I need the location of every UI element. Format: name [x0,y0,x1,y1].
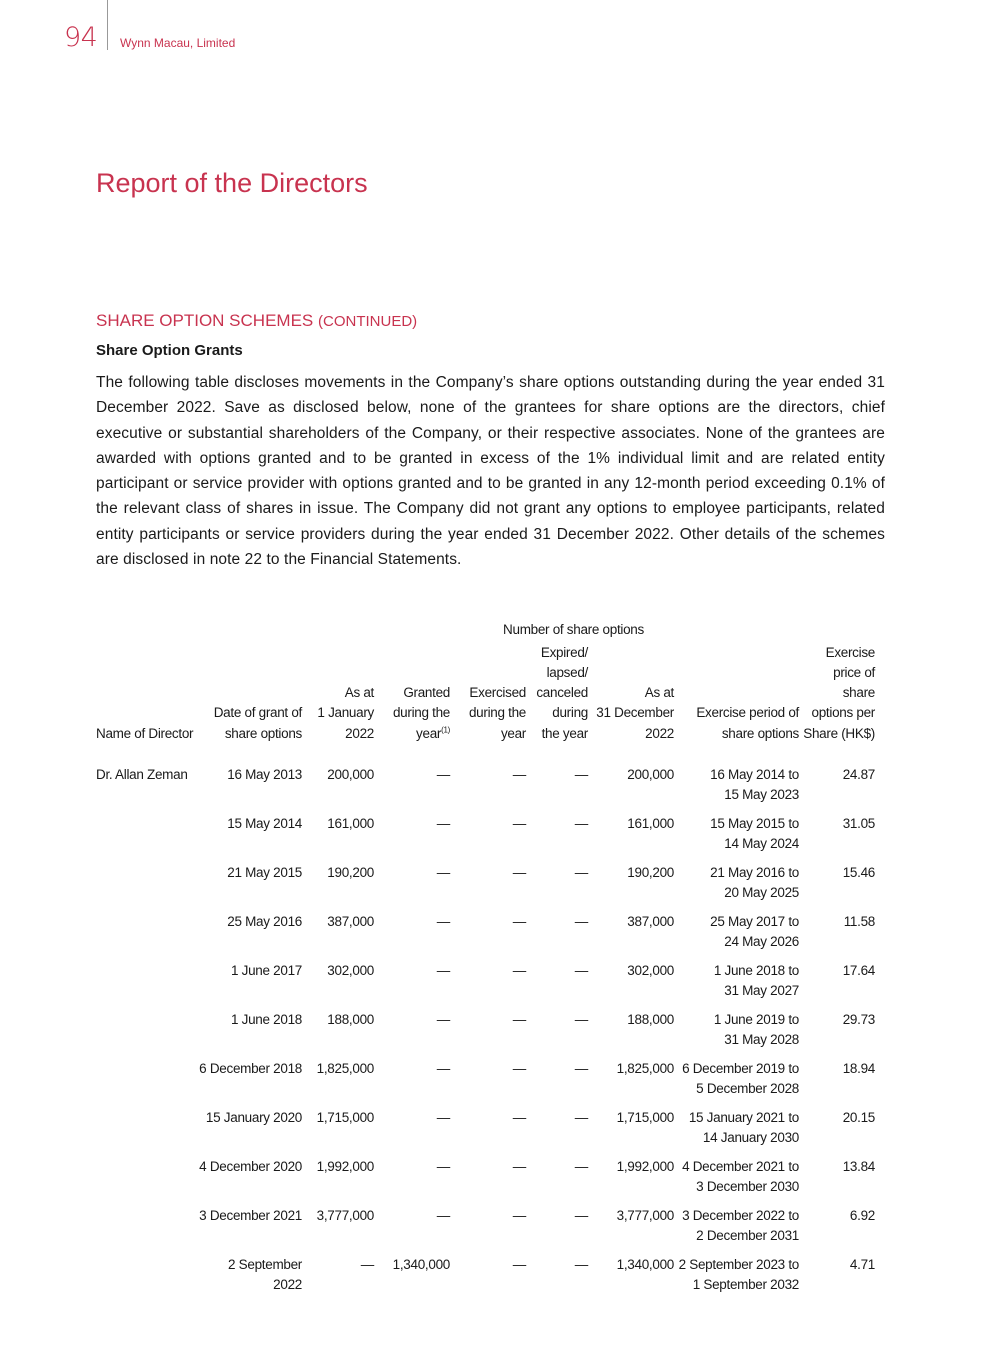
header-line: Expired/ [540,644,588,660]
cell-date: 16 May 2013 [227,767,302,782]
sub-heading: Share Option Grants [96,342,243,359]
header-line: canceled [536,685,588,701]
cell-end: 188,000 [627,1012,674,1027]
period-from: 3 December 2022 to [682,1208,799,1223]
header-line: during the [468,705,526,721]
section-heading-text: SHARE OPTION SCHEMES [96,311,314,330]
cell-granted: — [436,914,450,929]
period-to: 14 May 2024 [724,836,799,851]
cell-period [678,1059,799,1099]
cell-period [678,961,799,1001]
header-line: 1 January [317,705,374,721]
cell-exercised: — [512,914,526,929]
cell-date: 2 September 2022 [228,1257,302,1292]
table-body [96,765,880,1304]
cell-granted: — [436,865,450,880]
cell-exercised: — [512,1012,526,1027]
cell-end: 1,992,000 [616,1159,674,1174]
page-number: 94 [64,22,98,53]
cell-price: 18.94 [842,1061,875,1076]
cell-period [678,1010,799,1050]
col-header-expired [530,643,588,744]
period-from: 15 May 2015 to [710,816,799,831]
cell-price: 24.87 [842,767,875,782]
table-row [96,961,880,1010]
cell-granted: 1,340,000 [392,1257,450,1272]
table-row [96,1010,880,1059]
col-header-name [96,724,206,744]
cell-start: 200,000 [327,767,374,782]
cell-exercised: — [512,1208,526,1223]
cell-exercised: — [512,1110,526,1125]
period-from: 4 December 2021 to [682,1159,799,1174]
cell-start: 190,200 [327,865,374,880]
cell-price: 4.71 [849,1257,875,1272]
section-heading [96,311,417,331]
header-line: Exercise [825,644,875,660]
header-line: Exercised [469,685,526,701]
cell-name: Dr. Allan Zeman [96,767,188,782]
period-from: 21 May 2016 to [710,865,799,880]
cell-price: 17.64 [842,963,875,978]
header-line: 31 December [596,705,674,721]
section-heading-suffix: (CONTINUED) [318,313,418,330]
period-to: 31 May 2027 [724,983,799,998]
table-row [96,1206,880,1255]
table-row [96,1255,880,1304]
period-to: 1 September 2032 [692,1277,799,1292]
cell-granted: — [436,1208,450,1223]
cell-end: 190,200 [627,865,674,880]
cell-price: 15.46 [842,865,875,880]
cell-start: 302,000 [327,963,374,978]
header-line: lapsed/ [546,664,588,680]
cell-granted: — [436,767,450,782]
cell-price: 29.73 [842,1012,875,1027]
col-header-period [678,703,799,744]
header-line [384,724,450,744]
cell-start: 387,000 [327,914,374,929]
cell-start: 161,000 [327,816,374,831]
intro-paragraph: The following table discloses movements in the Company’s share options outstanding during the year ended 31 December 2022. Save as disclosed below, none of the grantees for share options are the directors, chief executive or substantial shareholders of the Company, or their respective associates. None of the grantees are awarded with options granted and to be granted in excess of the 1% individual limit and are related entity participant or service provider with options granted and to be granted in any 12-month period exceeding 0.1% of the relevant class of shares in issue. The Company did not grant any options to employee participants, related entity participants or service providers during the year ended 31 December 2022. Other details of the schemes are disclosed in note 22 to the Financial Statements. [96,374,885,569]
period-from: 15 January 2021 to [688,1110,799,1125]
cell-expired: — [574,816,588,831]
col-header-price [802,643,875,744]
cell-date: 21 May 2015 [227,865,302,880]
cell-expired: — [574,963,588,978]
cell-start: 1,715,000 [316,1110,374,1125]
cell-price: 6.92 [849,1208,875,1223]
cell-date: 6 December 2018 [199,1061,302,1076]
header-line: options per [811,705,875,721]
header-line: Name of Director [96,725,194,741]
cell-exercised: — [512,1061,526,1076]
cell-period [678,1157,799,1197]
period-from: 16 May 2014 to [710,767,799,782]
period-from: 1 June 2018 to [713,963,799,978]
header-line: during [552,705,588,721]
cell-exercised: — [512,816,526,831]
cell-expired: — [574,865,588,880]
cell-period [678,863,799,903]
cell-period [678,1255,799,1295]
cell-start: — [360,1257,374,1272]
col-header-exercised [460,683,526,744]
period-from: 25 May 2017 to [710,914,799,929]
header-line: price of [833,664,875,680]
table-row [96,1108,880,1157]
period-from: 2 September 2023 to [678,1257,799,1272]
cell-price: 20.15 [842,1110,875,1125]
column-headers [96,640,880,744]
header-line: Exercise period of [696,705,799,721]
cell-end: 387,000 [627,914,674,929]
cell-expired: — [574,1208,588,1223]
cell-period [678,912,799,952]
header-line: during the [392,705,450,721]
header-line: share [842,685,875,701]
cell-start: 188,000 [327,1012,374,1027]
header-line: Granted [403,685,450,701]
cell-period [678,814,799,854]
table-row [96,1059,880,1108]
cell-date: 3 December 2021 [199,1208,302,1223]
cell-end: 1,715,000 [616,1110,674,1125]
cell-price: 31.05 [842,816,875,831]
cell-date: 1 June 2018 [230,1012,302,1027]
cell-end: 1,340,000 [616,1257,674,1272]
cell-exercised: — [512,963,526,978]
cell-date: 1 June 2017 [230,963,302,978]
cell-exercised: — [512,865,526,880]
cell-end: 302,000 [627,963,674,978]
table-row [96,814,880,863]
cell-expired: — [574,1012,588,1027]
cell-expired: — [574,1061,588,1076]
cell-date: 15 May 2014 [227,816,302,831]
col-header-as-at-end [594,683,674,744]
period-to: 15 May 2023 [724,787,799,802]
col-header-granted [384,683,450,744]
header-line: share options [721,725,799,741]
cell-price: 11.58 [843,914,875,929]
cell-end: 200,000 [627,767,674,782]
header-line-text: year [416,725,442,741]
header-line: Share (HK$) [803,725,875,741]
period-to: 24 May 2026 [724,934,799,949]
cell-expired: — [574,767,588,782]
period-to: 31 May 2028 [724,1032,799,1047]
cell-period [678,1108,799,1148]
cell-granted: — [436,1061,450,1076]
cell-expired: — [574,1257,588,1272]
period-to: 3 December 2030 [696,1179,799,1194]
table-row [96,912,880,961]
period-to: 5 December 2028 [696,1081,799,1096]
cell-exercised: — [512,767,526,782]
cell-date: 15 January 2020 [205,1110,302,1125]
cell-expired: — [574,1159,588,1174]
period-to: 2 December 2031 [696,1228,799,1243]
report-title: Report of the Directors [96,168,368,198]
period-from: 6 December 2019 to [682,1061,799,1076]
period-to: 14 January 2030 [702,1130,799,1145]
cell-expired: — [574,914,588,929]
cell-exercised: — [512,1159,526,1174]
cell-end: 1,825,000 [616,1061,674,1076]
footnote-marker: (1) [441,725,450,735]
cell-granted: — [436,1012,450,1027]
cell-expired: — [574,1110,588,1125]
col-header-as-at-start [306,683,374,744]
header-line: the year [541,725,588,741]
header-line: share options [224,725,302,741]
cell-granted: — [436,816,450,831]
group-header-number-of-options: Number of share options [503,622,644,637]
col-header-date [208,703,302,744]
cell-date: 4 December 2020 [199,1159,302,1174]
cell-end: 161,000 [627,816,674,831]
cell-granted: — [436,963,450,978]
period-from: 1 June 2019 to [713,1012,799,1027]
table-row [96,765,880,814]
period-to: 20 May 2025 [724,885,799,900]
cell-price: 13.84 [842,1159,875,1174]
table-row [96,863,880,912]
header-line: year [500,725,526,741]
cell-start: 1,992,000 [316,1159,374,1174]
header-line: As at [344,685,374,701]
cell-period [678,1206,799,1246]
cell-granted: — [436,1110,450,1125]
cell-start: 3,777,000 [316,1208,374,1223]
cell-start: 1,825,000 [316,1061,374,1076]
cell-exercised: — [512,1257,526,1272]
cell-period [678,765,799,805]
company-name: Wynn Macau, Limited [120,36,236,50]
header-line: Date of grant of [213,705,302,721]
cell-date: 25 May 2016 [227,914,302,929]
header-divider [107,0,108,50]
table-row [96,1157,880,1206]
header-line: As at [644,685,674,701]
cell-granted: — [436,1159,450,1174]
header-line: 2022 [645,725,674,741]
header-line: 2022 [345,725,374,741]
cell-end: 3,777,000 [616,1208,674,1223]
